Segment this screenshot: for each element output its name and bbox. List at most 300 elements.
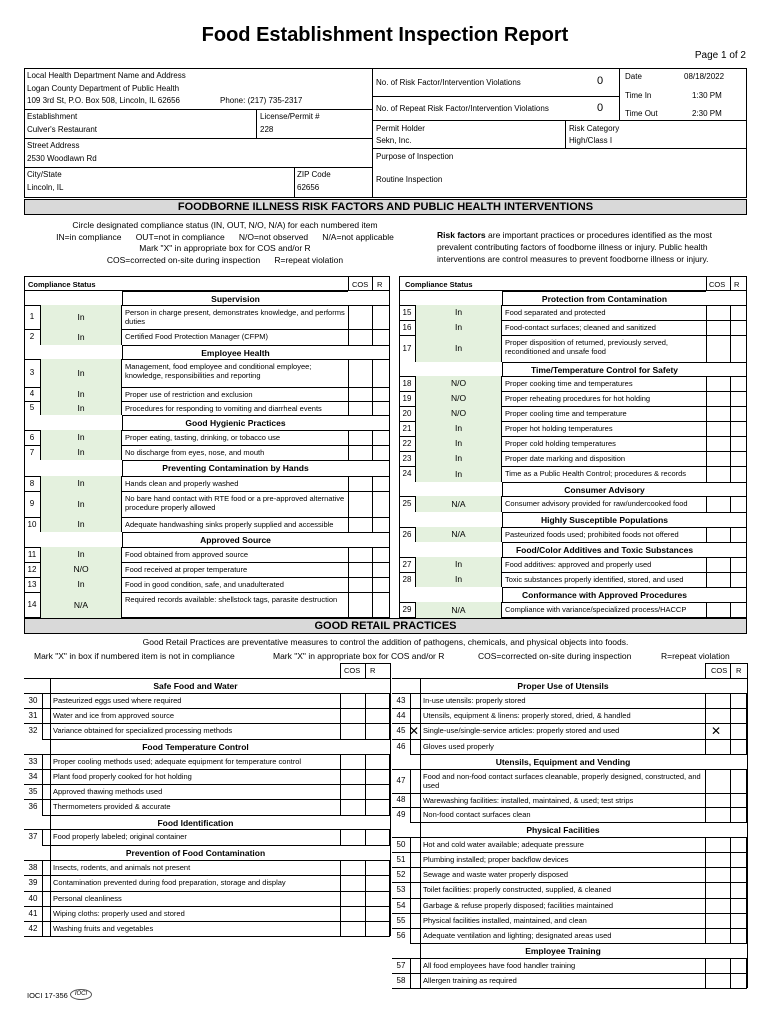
repeat-checkbox[interactable] xyxy=(730,496,747,513)
time-out-value: 2:30 PM xyxy=(692,109,722,118)
cos-checkbox[interactable] xyxy=(706,527,731,543)
item-description: Plant food properly cooked for hot holding xyxy=(53,772,192,781)
repeat-checkbox[interactable] xyxy=(730,320,747,336)
repeat-checkbox[interactable] xyxy=(730,305,747,321)
purpose-value: Routine Inspection xyxy=(376,175,443,184)
item-number: 44 xyxy=(396,711,406,720)
retail-instruction-3: COS=corrected on-site during inspection xyxy=(478,651,632,661)
compliance-status[interactable]: In xyxy=(454,438,463,448)
repeat-checkbox[interactable] xyxy=(730,867,747,883)
compliance-status[interactable]: In xyxy=(454,423,463,433)
cos-header: COS xyxy=(711,666,728,675)
item-number: 11 xyxy=(27,550,37,559)
permit-holder-label: Permit Holder xyxy=(376,124,425,133)
repeat-checkbox[interactable] xyxy=(372,329,390,346)
cos-checkbox[interactable] xyxy=(706,391,731,407)
repeat-checkbox[interactable] xyxy=(372,305,390,330)
establishment-name: Culver's Restaurant xyxy=(27,125,97,134)
item-description: Variance obtained for specialized processing methods xyxy=(53,726,233,735)
cos-checkbox[interactable] xyxy=(340,860,366,876)
item-number: 38 xyxy=(28,863,38,872)
cos-checkbox[interactable] xyxy=(705,928,731,944)
retail-group-header: Employee Training xyxy=(420,943,705,958)
cos-checkbox[interactable] xyxy=(705,898,731,914)
repeat-checkbox[interactable] xyxy=(730,882,747,899)
compliance-status[interactable]: N/O xyxy=(73,564,89,574)
item-number: 50 xyxy=(396,840,406,849)
cos-checkbox[interactable] xyxy=(705,769,731,794)
repeat-checkbox[interactable] xyxy=(372,401,390,416)
compliance-status[interactable]: In xyxy=(77,312,85,322)
item-description: Food-contact surfaces; cleaned and sanitized xyxy=(505,323,656,332)
item-number: 58 xyxy=(396,976,406,985)
cos-checkbox[interactable] xyxy=(340,769,366,785)
repeat-checkbox[interactable] xyxy=(372,592,390,619)
repeat-checkbox[interactable] xyxy=(365,784,390,800)
cos-checkbox[interactable] xyxy=(705,837,731,853)
cos-checkbox[interactable] xyxy=(705,852,731,868)
item-number: 6 xyxy=(29,433,35,442)
repeat-checkbox[interactable] xyxy=(365,693,390,709)
cos-checkbox[interactable] xyxy=(705,693,731,709)
item-description: Food in good condition, safe, and unadulterated xyxy=(125,580,284,589)
item-number: 8 xyxy=(29,479,35,488)
cos-checkbox[interactable] xyxy=(340,875,366,892)
repeat-checkbox[interactable] xyxy=(730,807,747,823)
item-description: Food properly labeled; original container xyxy=(53,832,187,841)
item-description: Utensils, equipment & linens: properly stored, dried, & handled xyxy=(423,711,631,720)
item-number: 45 xyxy=(396,726,406,735)
item-number: 25 xyxy=(402,499,412,508)
cos-checkbox[interactable] xyxy=(706,421,731,437)
cos-checkbox[interactable] xyxy=(706,572,731,588)
repeat-checkbox[interactable] xyxy=(365,723,390,740)
cos-checkbox[interactable] xyxy=(348,517,373,533)
cos-checkbox[interactable] xyxy=(348,592,373,619)
time-out-label: Time Out xyxy=(625,109,658,118)
repeat-checkbox[interactable] xyxy=(730,723,747,740)
retail-group-header: Proper Use of Utensils xyxy=(420,678,705,693)
repeat-checkbox[interactable] xyxy=(365,829,390,846)
repeat-checkbox[interactable] xyxy=(365,860,390,876)
repeat-violations-count: 0 xyxy=(597,102,604,114)
item-number: 52 xyxy=(396,870,406,879)
repeat-checkbox[interactable] xyxy=(730,466,747,483)
purpose-label: Purpose of Inspection xyxy=(376,152,454,161)
risk-group-header: Good Hygienic Practices xyxy=(122,415,348,430)
item-number: 26 xyxy=(402,530,412,539)
item-number: 23 xyxy=(402,454,412,463)
item-description: Physical facilities installed, maintained, and clean xyxy=(423,916,587,925)
item-description: Toilet facilities: properly constructed, supplied, & cleaned xyxy=(423,885,612,894)
risk-group-header: Preventing Contamination by Hands xyxy=(122,460,348,476)
item-description: Thermometers provided & accurate xyxy=(53,802,171,811)
compliance-status[interactable]: In xyxy=(454,559,463,569)
repeat-checkbox[interactable] xyxy=(730,527,747,543)
repeat-checkbox[interactable] xyxy=(730,837,747,853)
item-description: Compliance with variance/specialized process/HACCP xyxy=(505,605,687,614)
item-number: 49 xyxy=(396,810,406,819)
repeat-checkbox[interactable] xyxy=(365,754,390,770)
item-number: 17 xyxy=(402,344,412,353)
repeat-checkbox[interactable] xyxy=(730,769,747,794)
item-description: Plumbing installed; proper backflow devices xyxy=(423,855,569,864)
repeat-checkbox[interactable] xyxy=(365,921,390,937)
item-description: Procedures for responding to vomiting and diarrheal events xyxy=(125,404,322,413)
license-number: 228 xyxy=(260,125,274,134)
risk-category-label: Risk Category xyxy=(569,124,620,133)
risk-factors-note: Risk factors are important practices or procedures identified as the most prevalent contributing factors of foodborne illness or injury. Public health interventions are control measures to prevent foodborne illness or injury. xyxy=(437,230,712,264)
repeat-checkbox[interactable] xyxy=(372,547,390,563)
cos-checkbox[interactable] xyxy=(340,723,366,740)
item-number: 32 xyxy=(28,726,38,735)
item-number: 12 xyxy=(27,565,37,574)
item-number: 54 xyxy=(396,901,406,910)
r-header: R xyxy=(377,280,383,289)
repeat-checkbox[interactable] xyxy=(730,572,747,588)
repeat-checkbox[interactable] xyxy=(365,769,390,785)
retail-group-header: Prevention of Food Contamination xyxy=(50,845,340,860)
cos-header: COS xyxy=(709,280,726,289)
risk-category: High/Class I xyxy=(569,136,613,145)
compliance-status[interactable]: In xyxy=(454,343,463,353)
item-description: Proper cooling methods used; adequate equipment for temperature control xyxy=(53,757,302,766)
compliance-status[interactable]: In xyxy=(454,307,463,317)
item-description: Required records available: shellstock tags, parasite destruction xyxy=(125,595,338,604)
cos-checkbox[interactable] xyxy=(348,445,373,461)
retail-group-header: Utensils, Equipment and Vending xyxy=(420,754,705,769)
item-description: Consumer advisory provided for raw/undercooked food xyxy=(505,499,688,508)
compliance-status[interactable]: In xyxy=(77,432,85,442)
retail-instruction-1: Mark "X" in box if numbered item is not in compliance xyxy=(34,651,235,661)
item-description: Water and ice from approved source xyxy=(53,711,175,720)
repeat-checkbox[interactable] xyxy=(730,451,747,467)
item-description: Food separated and protected xyxy=(505,308,606,317)
item-number: 27 xyxy=(402,560,412,569)
item-description: Wiping cloths: properly used and stored xyxy=(53,909,185,918)
item-description: Proper date marking and disposition xyxy=(505,454,626,463)
page-number: Page 1 of 2 xyxy=(694,50,746,61)
repeat-checkbox[interactable] xyxy=(730,913,747,929)
cos-checkbox[interactable] xyxy=(706,602,731,619)
compliance-status[interactable]: N/A xyxy=(451,529,466,539)
compliance-status[interactable]: In xyxy=(77,332,85,342)
cos-checkbox[interactable] xyxy=(340,708,366,724)
cos-checkbox[interactable] xyxy=(348,577,373,593)
item-description: All food employees have food handler training xyxy=(423,961,576,970)
risk-group-header: Highly Susceptible Populations xyxy=(502,512,706,527)
compliance-status[interactable]: In xyxy=(454,469,463,479)
repeat-checkbox[interactable] xyxy=(372,359,390,388)
item-number: 53 xyxy=(396,885,406,894)
item-description: Hands clean and properly washed xyxy=(125,479,239,488)
compliance-status[interactable]: In xyxy=(454,322,463,332)
item-number: 30 xyxy=(28,696,38,705)
cos-checkbox[interactable] xyxy=(705,882,731,899)
compliance-status[interactable]: In xyxy=(77,519,85,529)
cos-checkbox[interactable] xyxy=(340,693,366,709)
cos-checkbox[interactable] xyxy=(348,401,373,416)
ioci-logo: IOCI xyxy=(70,989,92,1000)
cos-checkbox[interactable] xyxy=(706,335,731,363)
cos-checkbox[interactable] xyxy=(348,329,373,346)
compliance-status[interactable]: In xyxy=(454,453,463,463)
cos-checkbox[interactable] xyxy=(706,406,731,422)
repeat-checkbox[interactable] xyxy=(372,577,390,593)
compliance-status[interactable]: In xyxy=(454,574,463,584)
item-number: 9 xyxy=(29,499,35,508)
repeat-checkbox[interactable] xyxy=(372,387,390,402)
repeat-checkbox[interactable] xyxy=(730,557,747,573)
repeat-checkbox[interactable] xyxy=(730,602,747,619)
risk-group-header: Conformance with Approved Procedures xyxy=(502,587,706,602)
cos-checkbox[interactable] xyxy=(340,921,366,937)
repeat-checkbox[interactable] xyxy=(372,491,390,518)
cos-checkbox[interactable] xyxy=(348,387,373,402)
repeat-checkbox[interactable] xyxy=(730,693,747,709)
r-header: R xyxy=(370,666,376,675)
cos-checkbox[interactable] xyxy=(705,958,731,974)
item-description: Proper cold holding temperatures xyxy=(505,439,616,448)
repeat-checkbox[interactable] xyxy=(372,562,390,578)
item-number: 14 xyxy=(27,600,37,609)
item-description: Hot and cold water available; adequate pressure xyxy=(423,840,584,849)
item-number: 29 xyxy=(402,605,412,614)
item-description: In-use utensils: properly stored xyxy=(423,696,526,705)
establishment-label: Establishment xyxy=(27,112,78,121)
compliance-status[interactable]: In xyxy=(77,447,85,457)
item-number: 46 xyxy=(396,742,406,751)
item-number: 21 xyxy=(402,424,412,433)
cos-checkbox[interactable] xyxy=(348,305,373,330)
repeat-checkbox[interactable] xyxy=(730,708,747,724)
cos-checkbox[interactable] xyxy=(340,906,366,922)
item-number: 55 xyxy=(396,916,406,925)
item-description: Person in charge present, demonstrates knowledge, and performs duties xyxy=(125,308,345,326)
repeat-checkbox[interactable] xyxy=(365,875,390,892)
item-number: 1 xyxy=(29,312,35,321)
item-number: 41 xyxy=(28,909,38,918)
item-number: 39 xyxy=(28,878,38,887)
item-description: Proper cooling time and temperature xyxy=(505,409,627,418)
item-number: 28 xyxy=(402,575,412,584)
compliance-status[interactable]: N/A xyxy=(73,600,89,610)
compliance-status[interactable]: N/A xyxy=(451,605,466,615)
item-number: 4 xyxy=(29,389,35,398)
compliance-status-header: Compliance Status xyxy=(28,280,96,289)
repeat-checkbox[interactable] xyxy=(372,476,390,492)
repeat-checkbox[interactable] xyxy=(730,335,747,363)
compliance-status[interactable]: N/O xyxy=(450,378,467,388)
item-description: Allergen training as required xyxy=(423,976,517,985)
item-number: 2 xyxy=(29,332,35,341)
cos-header: COS xyxy=(352,280,369,289)
item-number: 33 xyxy=(28,757,38,766)
item-description: Proper cooking time and temperatures xyxy=(505,379,633,388)
item-description: Adequate ventilation and lighting; designated areas used xyxy=(423,931,612,940)
cos-checkbox[interactable] xyxy=(348,562,373,578)
item-description: Food additives: approved and properly used xyxy=(505,560,652,569)
item-number: 5 xyxy=(29,403,35,412)
cos-checkbox[interactable] xyxy=(706,320,731,336)
cos-checkbox[interactable] xyxy=(340,891,366,907)
retail-group-header: Food Temperature Control xyxy=(50,739,340,754)
compliance-status[interactable]: N/O xyxy=(450,393,467,403)
item-description: No bare hand contact with RTE food or a pre-approved alternative procedure properly allowed xyxy=(125,494,345,512)
repeat-checkbox[interactable] xyxy=(730,958,747,974)
item-number: 40 xyxy=(28,894,38,903)
cos-checkbox[interactable] xyxy=(340,799,366,816)
form-number: IOCI 17-356 xyxy=(27,991,68,1000)
compliance-status[interactable]: In xyxy=(77,549,85,559)
item-description: Proper use of restriction and exclusion xyxy=(125,390,253,399)
time-in-value: 1:30 PM xyxy=(692,91,722,100)
cos-checkbox[interactable] xyxy=(348,359,373,388)
item-number: 36 xyxy=(28,802,38,811)
cos-checkbox[interactable] xyxy=(706,466,731,483)
cos-checkbox[interactable] xyxy=(705,913,731,929)
repeat-checkbox[interactable] xyxy=(730,898,747,914)
cos-checkbox[interactable] xyxy=(705,867,731,883)
item-description: Non-food contact surfaces clean xyxy=(423,810,531,819)
item-description: No discharge from eyes, nose, and mouth xyxy=(125,448,265,457)
r-header: R xyxy=(736,666,742,675)
repeat-checkbox[interactable] xyxy=(730,406,747,422)
cos-checkbox[interactable] xyxy=(705,708,731,724)
cos-checkbox[interactable] xyxy=(348,430,373,446)
cos-checkbox[interactable] xyxy=(348,547,373,563)
cos-checkbox[interactable] xyxy=(348,491,373,518)
item-number: 7 xyxy=(29,448,35,457)
item-description: Adequate handwashing sinks properly supplied and accessible xyxy=(125,520,334,529)
item-number: 35 xyxy=(28,787,38,796)
item-number: 43 xyxy=(396,696,406,705)
retail-group-header: Food Identification xyxy=(50,815,340,829)
repeat-checkbox[interactable] xyxy=(730,928,747,944)
item-number: 15 xyxy=(402,308,412,317)
compliance-status[interactable]: In xyxy=(77,403,85,413)
item-description: Management, food employee and conditional employee; knowledge, responsibilities and reporting xyxy=(125,362,312,380)
item-number: 48 xyxy=(396,795,406,804)
repeat-checkbox[interactable] xyxy=(730,436,747,452)
repeat-checkbox[interactable] xyxy=(365,708,390,724)
compliance-status[interactable]: In xyxy=(77,499,85,509)
item-number: 37 xyxy=(28,832,38,841)
compliance-status[interactable]: N/O xyxy=(450,408,467,418)
repeat-checkbox[interactable] xyxy=(730,739,747,755)
retail-note: Good Retail Practices are preventative measures to control the addition of pathogens, chemicals, and physical objects into foods. xyxy=(142,637,629,647)
item-description: Pasteurized eggs used where required xyxy=(53,696,182,705)
cos-checkbox[interactable] xyxy=(705,739,731,755)
repeat-violations-label: No. of Repeat Risk Factor/Intervention Violations xyxy=(376,104,549,113)
repeat-checkbox[interactable] xyxy=(365,906,390,922)
compliance-status[interactable]: In xyxy=(77,368,85,378)
risk-violations-label: No. of Risk Factor/Intervention Violations xyxy=(376,78,521,87)
item-number: 13 xyxy=(27,580,37,589)
retail-group-header: Safe Food and Water xyxy=(50,678,340,693)
cos-checkbox[interactable] xyxy=(340,829,366,846)
item-number: 34 xyxy=(28,772,38,781)
cos-checkbox[interactable] xyxy=(705,973,731,989)
repeat-checkbox[interactable] xyxy=(730,421,747,437)
item-number: 31 xyxy=(28,711,38,720)
lhd-name: Logan County Department of Public Health xyxy=(27,84,180,93)
item-number: 51 xyxy=(396,855,406,864)
item-description: Garbage & refuse properly disposed; facilities maintained xyxy=(423,901,614,910)
repeat-checkbox[interactable] xyxy=(372,430,390,446)
cos-checkbox[interactable] xyxy=(706,451,731,467)
risk-group-header: Employee Health xyxy=(122,345,348,359)
risk-group-header: Consumer Advisory xyxy=(502,482,706,496)
repeat-checkbox[interactable] xyxy=(730,793,747,808)
compliance-status[interactable]: In xyxy=(77,389,85,399)
cos-checkbox[interactable] xyxy=(706,376,731,392)
cos-checkbox[interactable] xyxy=(706,305,731,321)
retail-section-title: GOOD RETAIL PRACTICES xyxy=(24,618,747,634)
item-description: Gloves used properly xyxy=(423,742,494,751)
item-description: Insects, rodents, and animals not present xyxy=(53,863,191,872)
item-description: Toxic substances properly identified, stored, and used xyxy=(505,575,684,584)
retail-instruction-2: Mark "X" in appropriate box for COS and/or R xyxy=(273,651,445,661)
item-number: 22 xyxy=(402,439,412,448)
item-description: Food obtained from approved source xyxy=(125,550,248,559)
cos-checkbox[interactable] xyxy=(706,557,731,573)
page-title: Food Establishment Inspection Report xyxy=(201,24,569,46)
repeat-checkbox[interactable] xyxy=(372,445,390,461)
repeat-checkbox[interactable] xyxy=(730,852,747,868)
cos-checkbox[interactable] xyxy=(348,476,373,492)
item-number: 24 xyxy=(402,469,412,478)
cos-checkbox[interactable] xyxy=(705,807,731,823)
item-description: Food and non-food contact surfaces cleanable, properly designed, constructed, and used xyxy=(423,772,701,790)
cos-checkbox[interactable] xyxy=(706,436,731,452)
compliance-status[interactable]: N/A xyxy=(451,499,466,509)
cos-checkbox[interactable] xyxy=(706,496,731,513)
cos-checkbox[interactable] xyxy=(705,793,731,808)
retail-instruction-4: R=repeat violation xyxy=(661,651,730,661)
item-description: Pasteurized foods used; prohibited foods not offered xyxy=(505,530,679,539)
repeat-checkbox[interactable] xyxy=(365,799,390,816)
lhd-phone: Phone: (217) 735-2317 xyxy=(220,96,303,105)
item-number: 56 xyxy=(396,931,406,940)
retail-group-header: Physical Facilities xyxy=(420,822,705,837)
cos-checkbox[interactable] xyxy=(340,754,366,770)
street-address: 2530 Woodlawn Rd xyxy=(27,154,97,163)
compliance-status[interactable]: In xyxy=(77,579,85,589)
risk-group-header: Time/Temperature Control for Safety xyxy=(502,362,706,376)
compliance-status-header: Compliance Status xyxy=(405,280,473,289)
repeat-checkbox[interactable] xyxy=(365,891,390,907)
item-description: Contamination prevented during food preparation, storage and display xyxy=(53,878,286,887)
risk-group-header: Protection from Contamination xyxy=(502,291,706,305)
street-label: Street Address xyxy=(27,141,80,150)
license-label: License/Permit # xyxy=(260,112,320,121)
item-description: Time as a Public Health Control; procedures & records xyxy=(505,469,687,478)
compliance-status[interactable]: In xyxy=(77,478,85,488)
cos-checkbox[interactable] xyxy=(340,784,366,800)
item-description: Food received at proper temperature xyxy=(125,565,248,574)
item-number: 16 xyxy=(402,323,412,332)
item-description: Washing fruits and vegetables xyxy=(53,924,154,933)
repeat-checkbox[interactable] xyxy=(730,391,747,407)
repeat-checkbox[interactable] xyxy=(372,517,390,533)
repeat-checkbox[interactable] xyxy=(730,973,747,989)
item-description: Sewage and waste water properly disposed xyxy=(423,870,569,879)
repeat-checkbox[interactable] xyxy=(730,376,747,392)
date-label: Date xyxy=(625,72,642,81)
r-header: R xyxy=(734,280,740,289)
item-description: Certified Food Protection Manager (CFPM) xyxy=(125,332,268,341)
